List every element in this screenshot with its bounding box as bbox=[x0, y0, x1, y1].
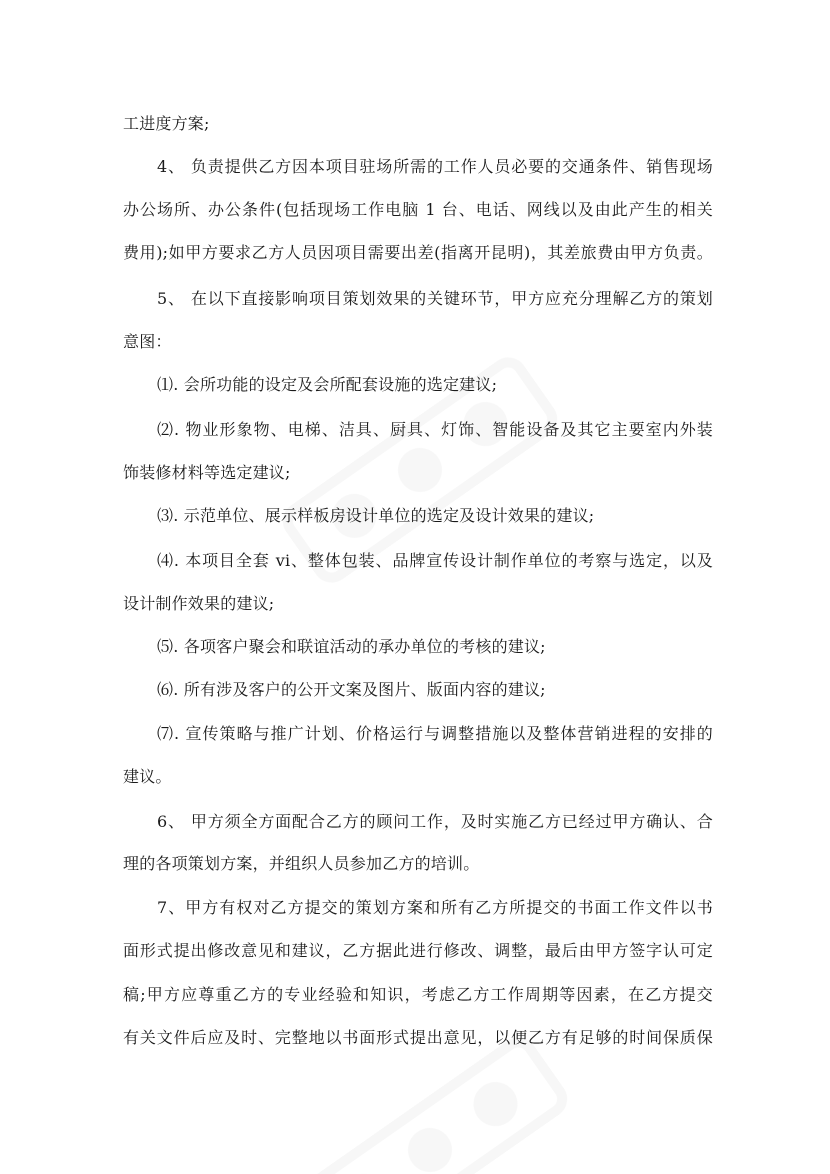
text-line: ⑵. 物业形象物、电梯、洁具、厨具、灯饰、智能设备及其它主要室内外装 bbox=[157, 420, 713, 439]
text-line: 4、 负责提供乙方因本项目驻场所需的工作人员必要的交通条件、销售现场 bbox=[157, 157, 713, 176]
text-line: 理的各项策划方案，并组织人员参加乙方的培训。 bbox=[123, 854, 480, 873]
text-line: ⑹. 所有涉及客户的公开文案及图片、版面内容的建议; bbox=[157, 680, 546, 699]
text-line: ⑷. 本项目全套 vi、整体包装、品牌宣传设计制作单位的考察与选定，以及 bbox=[157, 551, 713, 570]
text-line: 5、 在以下直接影响项目策划效果的关键环节，甲方应充分理解乙方的策划 bbox=[157, 289, 713, 308]
text-line: 7、甲方有权对乙方提交的策划方案和所有乙方所提交的书面工作文件以书 bbox=[157, 898, 713, 917]
text-line: 设计制作效果的建议; bbox=[123, 594, 275, 613]
text-line: 工进度方案; bbox=[123, 114, 210, 133]
text-line: 饰装修材料等选定建议; bbox=[123, 463, 291, 482]
text-line: 6、 甲方须全方面配合乙方的顾问工作，及时实施乙方已经过甲方确认、合 bbox=[157, 812, 713, 831]
text-line: 面形式提出修改意见和建议，乙方据此进行修改、调整，最后由甲方签字认可定 bbox=[123, 941, 713, 960]
text-line: ⑴. 会所功能的设定及会所配套设施的选定建议; bbox=[157, 375, 498, 394]
text-line: ⑶. 示范单位、展示样板房设计单位的选定及设计效果的建议; bbox=[157, 506, 595, 525]
text-line: ⑺. 宣传策略与推广计划、价格运行与调整措施以及整体营销进程的安排的 bbox=[157, 724, 713, 743]
text-line: 有关文件后应及时、完整地以书面形式提出意见，以便乙方有足够的时间保质保 bbox=[123, 1028, 713, 1047]
text-line: ⑸. 各项客户聚会和联谊活动的承办单位的考核的建议; bbox=[157, 637, 546, 656]
text-line: 办公场所、办公条件(包括现场工作电脑 1 台、电话、网线以及由此产生的相关 bbox=[123, 200, 713, 219]
text-line: 稿;甲方应尊重乙方的专业经验和知识，考虑乙方工作周期等因素，在乙方提交 bbox=[123, 985, 713, 1004]
text-line: 建议。 bbox=[123, 767, 172, 786]
text-line: 意图： bbox=[123, 332, 172, 351]
text-line: 费用);如甲方要求乙方人员因项目需要出差(指离开昆明)，其差旅费由甲方负责。 bbox=[123, 243, 713, 262]
